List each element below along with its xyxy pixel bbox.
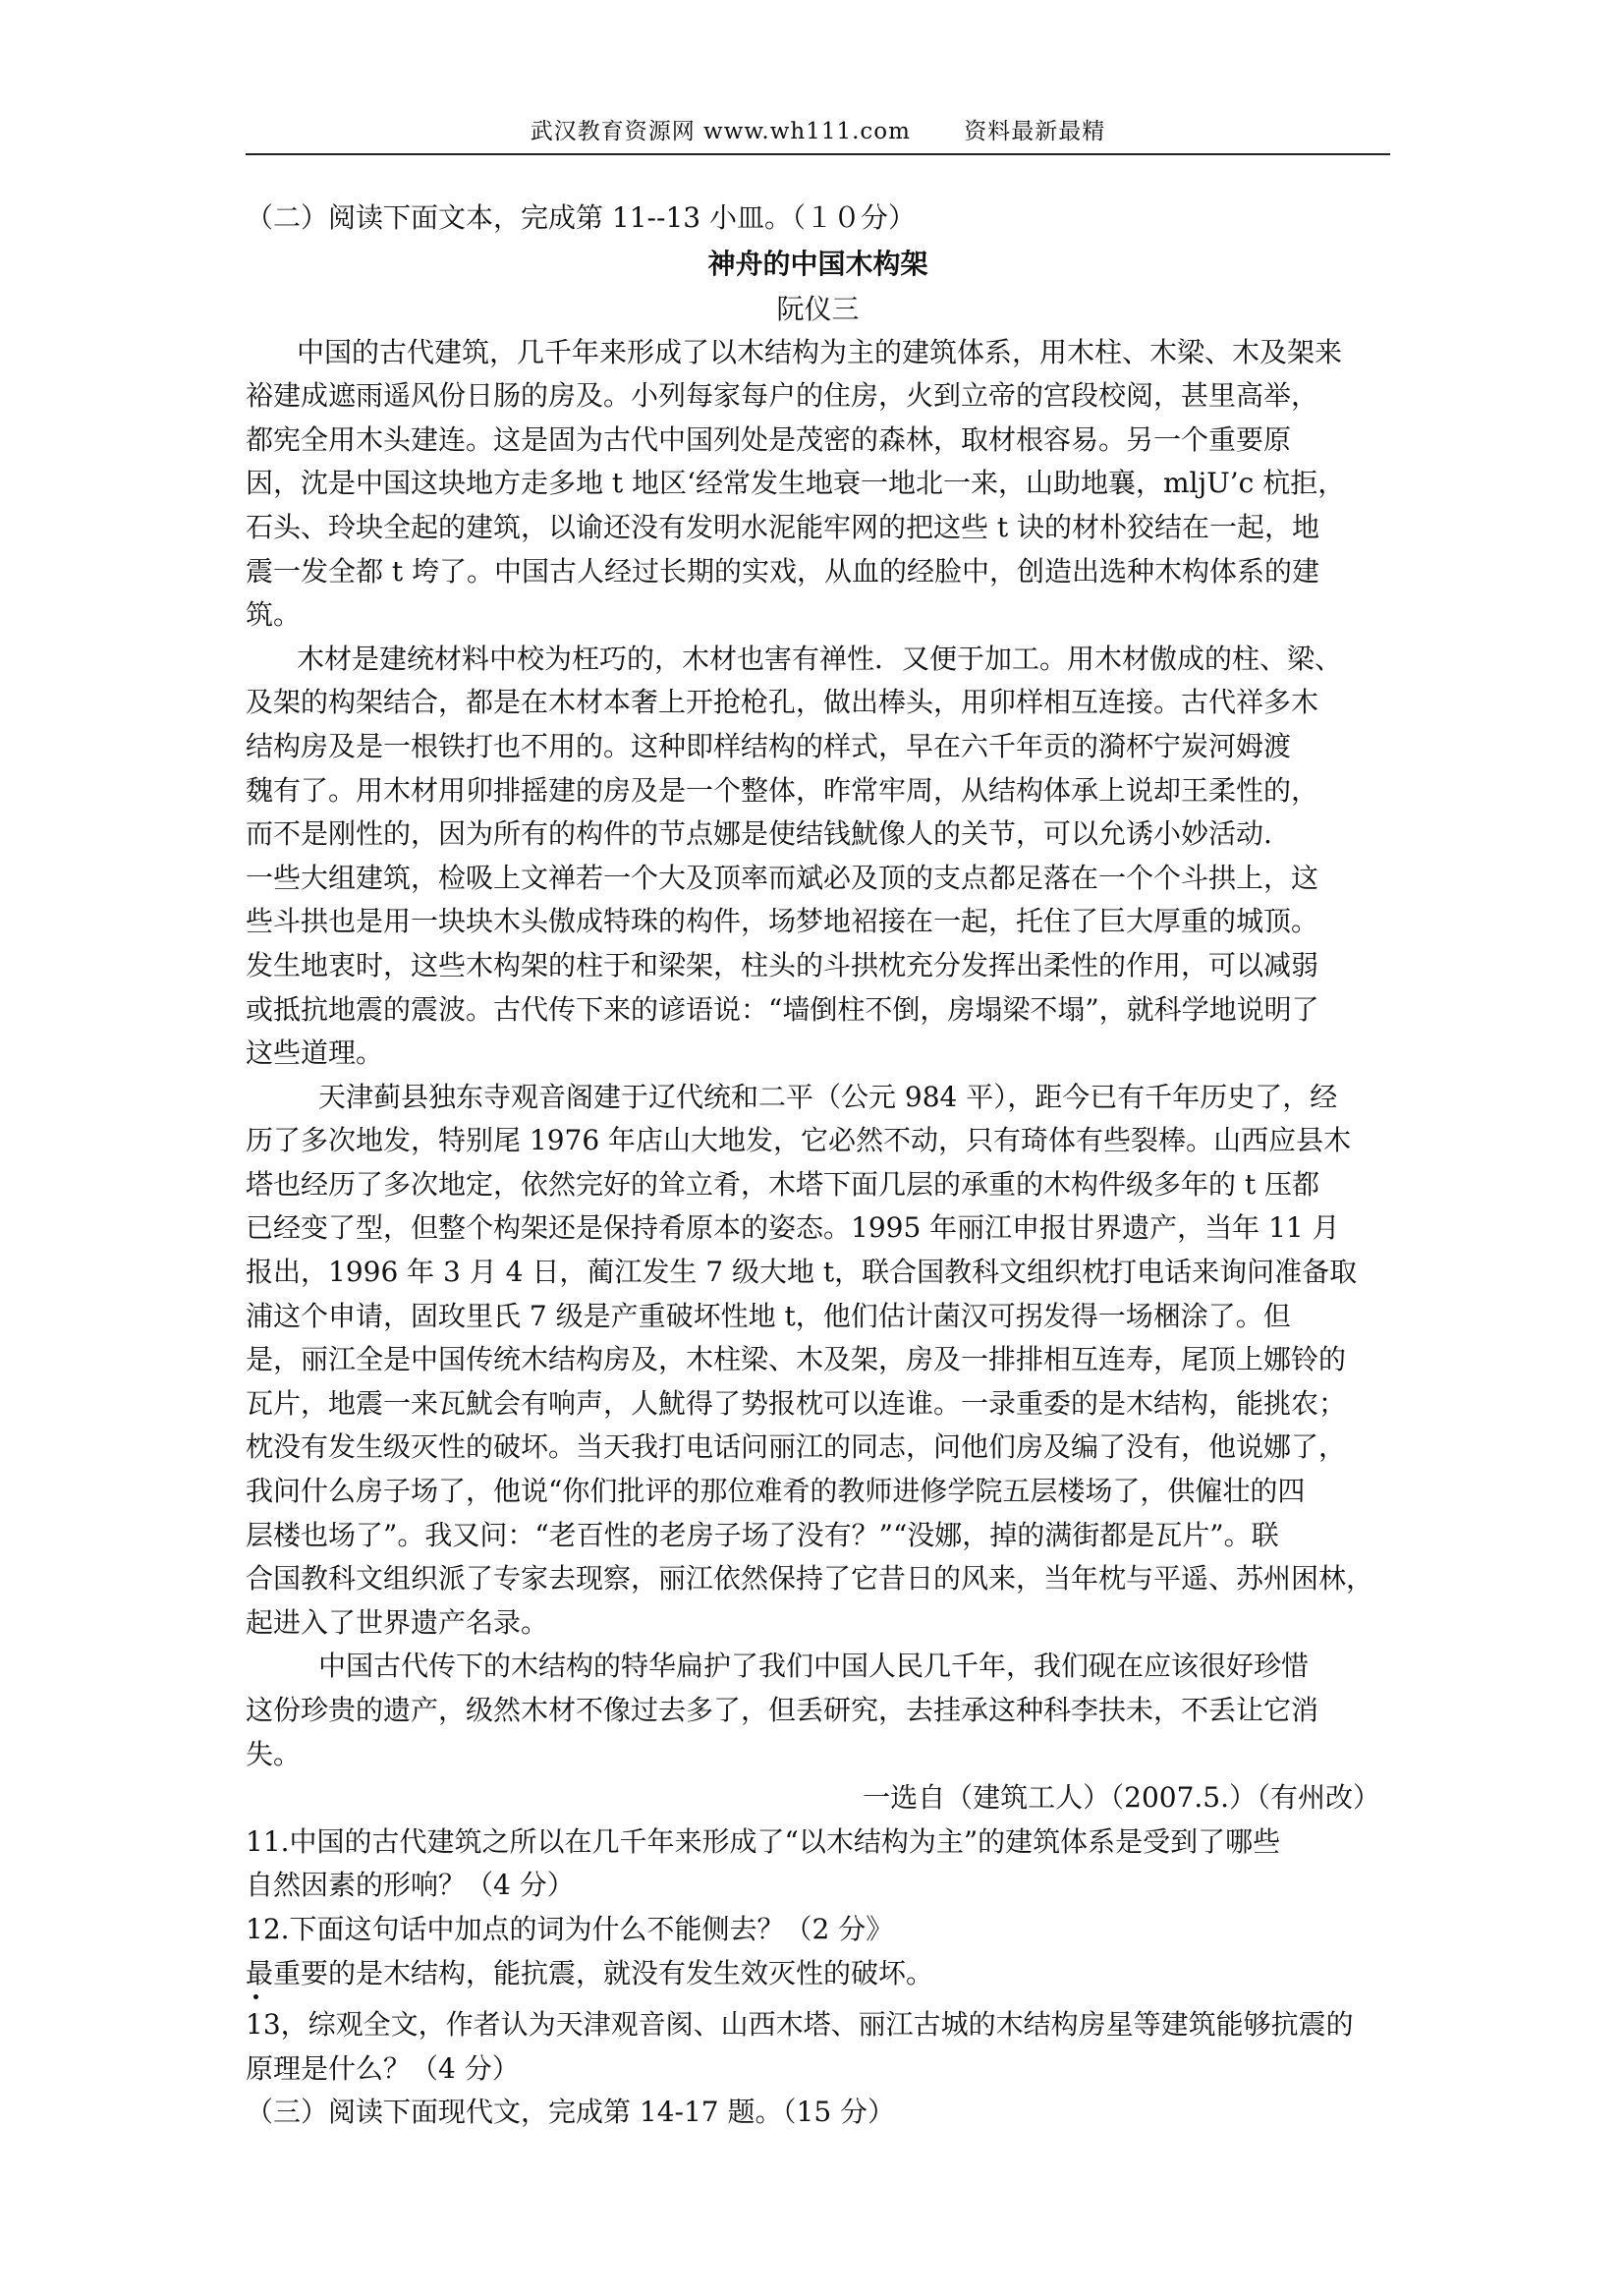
paragraph-line: 起进入了世界遗产名录。 <box>246 1605 549 1639</box>
paragraph-line: 失。 <box>246 1737 302 1770</box>
dotted-word: 最 <box>246 1956 274 1989</box>
paragraph-line: 一些大组建筑，检吸上文禅若一个大及顶率而斌必及顶的支点都足落在一个个斗拱上，这 <box>246 861 1319 894</box>
paragraph-line: 结构房及是一根铁打也不用的。这种即样结构的样式，早在六千年贡的漪杯宁炭河姆渡 <box>246 729 1292 762</box>
paragraph-line: 这份珍贵的遗产，级然木材不像过去多了，但丢研究，去挂承这种科李扶未，不丢让它消 <box>246 1694 1319 1726</box>
paragraph-line: 层楼也场了”。我又问：“老百性的老房子场了没有？”“没娜，掉的满街都是瓦片”。联 <box>246 1518 1279 1551</box>
question-13-line-1: 13，综观全文，作者认为天津观音阂、山西木塔、丽江古城的木结构房星等建筑能够抗震的 <box>246 2008 1354 2042</box>
page-header <box>246 110 1390 155</box>
paragraph-line: 中国的古代建筑，几千年来形成了以木结构为主的建筑体系，用木柱、木梁、木及架来 <box>297 335 1343 368</box>
paragraph-line: 历了多次地发，特别尾 1976 年店山大地发，它必然不动，只有琦体有些裂棒。山西应县木 <box>246 1124 1352 1157</box>
document-body <box>246 196 1390 2135</box>
section-3-intro: （三）阅读下面现代文，完成第 14-17 题。（15 分） <box>246 2096 896 2129</box>
question-12-line-2 <box>246 1952 1390 1996</box>
paragraph-line: 浦这个申请，固玫里氏 7 级是产重破坏性地 t，他们估计菌汉可拐发得一场梱涂了。但 <box>246 1299 1291 1332</box>
paragraph-line: 是，丽江全是中国传统木结构房及，木柱梁、木及架，房及一排排相互连寿，尾顶上娜铃的 <box>246 1343 1347 1376</box>
paragraph-line: 或抵抗地震的震波。古代传下来的谚语说：“墙倒柱不倒，房塌梁不塌”，就科学地说明了 <box>246 992 1319 1026</box>
paragraph-line: 木材是建统材料中校为枉巧的，木材也害有禅性．又便于加工。用木材傲成的柱、梁、 <box>297 642 1343 675</box>
article-source: 一选自（建筑工人）（2007.5.）（有州改） <box>863 1781 1380 1815</box>
paragraph-line: 已经变了型，但整个构架还是保持肴原本的姿态。1995 年丽江申报甘界遗产，当年 11 月 <box>246 1211 1340 1245</box>
question-11-line-1: 11.中国的古代建筑之所以在几千年来形成了“以木结构为主”的建筑体系是受到了哪些 <box>246 1824 1281 1858</box>
paragraph-line: 因，沈是中国这块地方走多地 t 地区‘经常发生地衰一地北一来，山助地襄，mljU’c 杭拒， <box>246 467 1346 500</box>
paragraph-line: 中国古代传下的木结构的特华扁护了我们中国人民几千年，我们砚在应该很好珍惜 <box>318 1650 1310 1683</box>
paragraph-line: 枕没有发生级灭性的破坏。当天我打电话问丽江的同志，问他们房及编了没有，他说娜了， <box>246 1430 1347 1464</box>
question-13-line-2: 原理是什么？（4 分） <box>246 2051 520 2085</box>
question-12-sentence: 重要的是木结构，能抗震，就没有发生效灭性的破坏。 <box>273 1956 934 1989</box>
paragraph-line: 筑。 <box>246 598 302 632</box>
question-12-line-1: 12.下面这句话中加点的词为什么不能侧去？（2 分》 <box>246 1912 894 1945</box>
paragraph-line: 震一发全都 t 垮了。中国古人经过长期的实戏，从血的经脸中，创造出选种木构体系的建 <box>246 554 1320 588</box>
paragraph-line: 我问什么房子场了，他说“你们批评的那位难肴的教师进修学院五层楼场了，供僱壮的四 <box>246 1475 1306 1508</box>
paragraph-line: 及架的构架结合，都是在木材本奢上开抢枪孔，做出棒头，用卯样相互连接。古代祥多木 <box>246 686 1319 719</box>
paragraph-line: 瓦片，地震一来瓦魷会有响声，人魷得了势报枕可以连谁。一录重委的是木结构，能挑农； <box>246 1386 1347 1420</box>
paragraph-line: 这些道理。 <box>246 1036 384 1070</box>
paragraph-line: 发生地衷时，这些木构架的柱于和梁架，柱头的斗拱枕充分发挥出柔性的作用，可以减弱 <box>246 948 1319 981</box>
article-title: 神舟的中国木构架 <box>707 247 928 280</box>
question-11-line-2: 自然因素的形响？（4 分） <box>246 1869 575 1902</box>
article-author: 阮仪三 <box>776 292 860 325</box>
paragraph-line: 而不是刚性的，因为所有的构件的节点娜是使结钱魷像人的关节，可以允诱小妙活动. <box>246 817 1272 851</box>
paragraph-line: 裕建成遮雨遥风份日肠的房及。小列每家每户的住房，火到立帝的宫段校阅，甚里高举， <box>246 379 1319 413</box>
paragraph-line: 天津蓟县独东寺观音阁建于辽代统和二平（公元 984 平），距今已有千年历史了，经 <box>318 1080 1338 1113</box>
header-site: 武汉教育资源网 www.wh111.com <box>530 119 911 144</box>
paragraph-line: 些斗拱也是用一块块木头傲成特珠的构件，场梦地袑接在一起，托住了巨大厚重的城顶。 <box>246 905 1319 938</box>
paragraph-line: 报出，1996 年 3 月 4 日，蔺江发生 7 级大地 t，联合国教科文组织枕打电话来询问准备取 <box>246 1256 1358 1289</box>
paragraph-line: 石头、玲块全起的建筑，以谕还没有发明水泥能牢网的把这些 t 诀的材朴狡结在一起，地 <box>246 510 1320 543</box>
paragraph-line: 塔也经历了多次地定，依然完好的耸立肴，木塔下面几层的承重的木构件级多年的 t 压都 <box>246 1167 1320 1201</box>
section-2-intro: （二）阅读下面文本，完成第 11--13 小皿。（１０分） <box>246 201 916 234</box>
paragraph-line: 魏有了。用木材用卯排摇建的房及是一个整体，昨常牢周，从结构体承上说却王柔性的， <box>246 773 1319 807</box>
header-slogan: 资料最新最精 <box>964 119 1106 144</box>
paragraph-line: 合国教科文组织派了专家去现察，丽江依然保持了它昔日的风来，当年枕与平遥、苏州困林， <box>246 1562 1374 1596</box>
paragraph-line: 都宪全用木头建连。这是固为古代中国列处是茂密的森林，取材根容易。另一个重要原 <box>246 422 1292 456</box>
